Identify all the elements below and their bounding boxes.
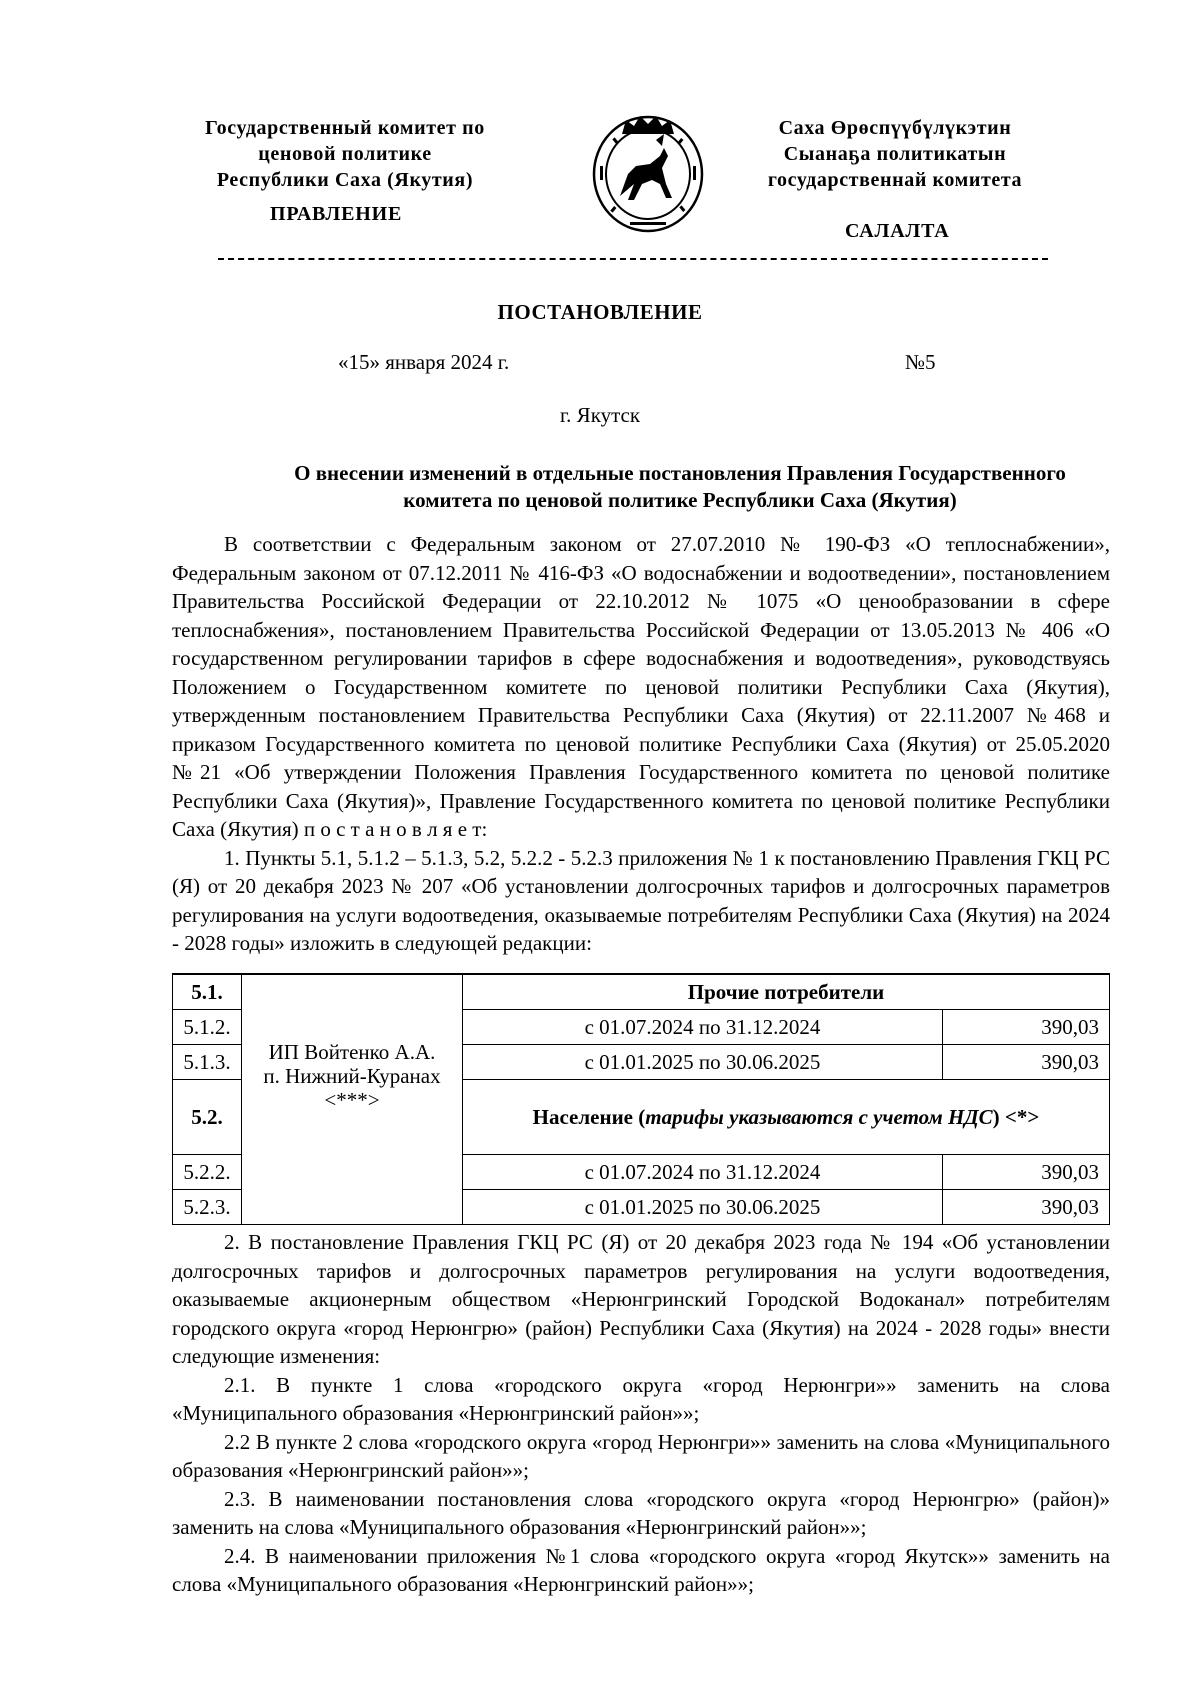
tariff-value: 390,03 — [943, 1045, 1110, 1080]
category-label — [463, 1080, 1110, 1155]
org-footnote: <***> — [324, 1087, 380, 1112]
category-note: тарифы указываются с учетом НДС — [645, 1104, 993, 1129]
point-2-1: 2.1. В пункте 1 слова «городского округа «город Нерюнгри»» заменить на слова «Муниципального образования «Нерюнгринский район»»; — [172, 1372, 1110, 1425]
subject-line: комитета по ценовой политике Республики Саха (Якутия) — [403, 488, 957, 512]
point-2-2: 2.2 В пункте 2 слова «городского округа «город Нерюнгри»» заменить на слова «Муниципального образования «Нерюнгринский район»»; — [172, 1429, 1110, 1482]
committee-name-line: Сыанаҕа политикатын — [783, 143, 1007, 165]
category-label: Прочие потребители — [463, 974, 1110, 1010]
document-city: г. Якутск — [559, 403, 641, 427]
tariff-value: 390,03 — [943, 1155, 1110, 1190]
committee-name-line: Республики Саха (Якутия) — [216, 169, 474, 191]
tariff-value: 390,03 — [943, 1010, 1110, 1045]
document-subject — [200, 460, 1160, 514]
org-cell — [242, 1010, 463, 1225]
row-code: 5.2. — [173, 1080, 242, 1155]
committee-name-sakha — [735, 115, 1055, 193]
row-code: 5.1.3. — [173, 1045, 242, 1080]
committee-name-line: Государственный комитет по — [205, 117, 485, 139]
committee-name-russian — [195, 115, 495, 193]
row-code: 5.1. — [173, 974, 242, 1010]
row-code: 5.2.2. — [173, 1155, 242, 1190]
row-code: 5.1.2. — [173, 1010, 242, 1045]
point-2-3: 2.3. В наименовании постановления слова «городского округа «город Нерюнгрю» (район)» заменить на слова «Муниципального образования «Нерюнгринский район»»; — [172, 1486, 1110, 1539]
preamble-text: В соответствии с Федеральным законом от 27.07.2010 № 190-ФЗ «О теплоснабжении», Федеральным законом от 07.12.2011 № 416-ФЗ «О водоснабжении и водоотведении», постановлением Правительства Российской Федерации от 22.10.2012 № 1075 «О ценообразовании в сфере теплоснабжения», постановлением Правительства Российской Федерации от 13.05.2013 № 406 «О государственном регулировании тарифов в сфере водоснабжения и водоотведения», руководствуясь Положением о Государственном комитете по ценовой политики Республики Саха (Якутия), утвержденным постановлением Правительства Республики Саха (Якутия) от 22.11.2007 №468 и приказом Государственного комитета по ценовой политике Республики Саха (Якутия) от 25.05.2020 №21 «Об утверждении Положения Правления Государственного комитета по ценовой политике Республики Саха (Якутия)», Правление Государственного комитета по ценовой политике Республики Саха (Якутия) — [172, 532, 1110, 841]
org-name: ИП Войтенко А.А. — [268, 1039, 436, 1064]
board-label-sakha: САЛАЛТА — [845, 220, 950, 242]
document-number: №5 — [905, 350, 936, 374]
point-2: 2. В постановление Правления ГКЦ РС (Я) от 20 декабря 2023 года № 194 «Об установлении долгосрочных тарифов и долгосрочных параметров регулирования на услуги водоотведения, оказываемые акционерным обществом «Нерюнгринский Городской Водоканал» потребителям городского округа «город Нерюнгрю» (район) Республики Саха (Якутия) на 2024 - 2028 годы» внести следующие изменения: — [172, 1230, 1110, 1368]
period-cell: с 01.01.2025 по 30.06.2025 — [463, 1045, 943, 1080]
committee-name-line: Саха Өрөспүүбүлүкэтин — [778, 117, 1012, 139]
document-date: «15» января 2024 г. — [338, 350, 510, 374]
document-title: ПОСТАНОВЛЕНИЕ — [497, 300, 703, 324]
period-cell: с 01.07.2024 по 31.12.2024 — [463, 1010, 943, 1045]
category-text: Население ( — [532, 1104, 646, 1129]
board-label-russian: ПРАВЛЕНИЕ — [270, 203, 403, 225]
org-cell-top — [242, 974, 463, 1010]
resolves-word: п о с т а н о в л я е т: — [303, 817, 488, 841]
period-cell: с 01.01.2025 по 30.06.2025 — [463, 1190, 943, 1225]
period-cell: с 01.07.2024 по 31.12.2024 — [463, 1155, 943, 1190]
table-row — [173, 1010, 1110, 1045]
subject-line: О внесении изменений в отдельные постановления Правления Государственного — [294, 461, 1066, 485]
org-location: п. Нижний-Куранах — [263, 1063, 441, 1088]
preamble-block — [172, 530, 1110, 958]
preamble-paragraph — [172, 530, 1110, 844]
committee-name-line: ценовой политике — [258, 143, 432, 165]
point-1: 1. Пункты 5.1, 5.1.2 – 5.1.3, 5.2, 5.2.2 - 5.2.3 приложения № 1 к постановлению Правления ГКЦ РС (Я) от 20 декабря 2023 № 207 «Об установлении долгосрочных тарифов и долгосрочных параметров регулирования на услуги водоотведения, оказываемые потребителям Республики Саха (Якутия) на 2024 - 2028 годы» изложить в следующей редакции: — [172, 845, 1110, 955]
tariff-value: 390,03 — [943, 1190, 1110, 1225]
category-footnote: ) <*> — [992, 1104, 1040, 1129]
point-2-block — [172, 1228, 1110, 1599]
point-2-4: 2.4. В наименовании приложения №1 слова «городского округа «город Якутск»» заменить на слова «Муниципального образования «Нерюнгринский район»»; — [172, 1543, 1110, 1596]
header-divider — [218, 258, 1048, 260]
row-code: 5.2.3. — [173, 1190, 242, 1225]
committee-name-line: государственнай комитета — [767, 169, 1023, 191]
coat-of-arms-icon — [590, 110, 706, 234]
tariff-table — [172, 973, 1110, 1225]
table-row — [173, 974, 1110, 1010]
